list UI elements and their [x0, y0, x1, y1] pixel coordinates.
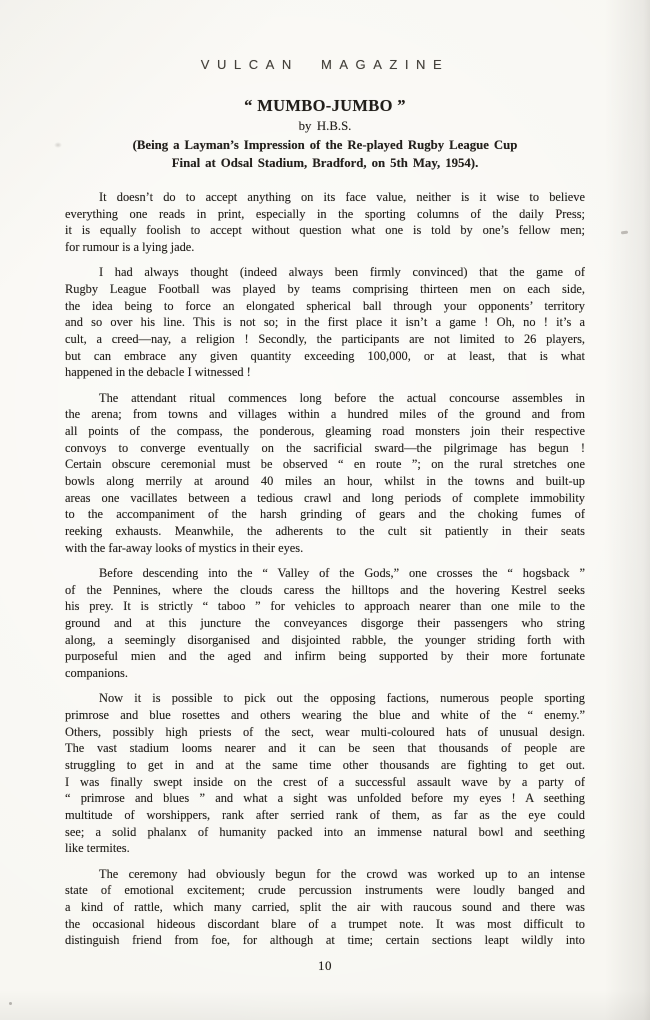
article-body [65, 189, 585, 949]
text-line: of the Pennines, where the clouds caress the hilltops and the hovering Kestrel seeks [65, 582, 585, 597]
text-line: primrose and blue rosettes and others wearing the blue and white of the “ enemy.” [65, 707, 585, 722]
text-line: purposeful mien and the aged and infirm being supported by their more fortunate [65, 649, 585, 664]
text-line: Rugby League Football was played by teams comprising thirteen men on each side, [65, 281, 585, 296]
text-line: and so over his line. This is not so; in the first place it isn’t a game ! Oh, no ! it’s a [65, 315, 585, 330]
text-line: but can embrace any given quantity exceeding 100,000, or at least, that is what [65, 348, 585, 363]
text-line: bowls along merrily at around 40 miles an hour, whilst in the towns and built-up [65, 474, 585, 488]
article-subtitle [65, 137, 585, 172]
article-title: “ MUMBO-JUMBO ” [244, 96, 406, 115]
text-line: reeking exhausts. Meanwhile, the adherents to the cult sit patiently in their seats [65, 524, 585, 539]
text-line: Certain obscure ceremonial must be observed “ en route ”; on the rural stretches one [65, 457, 585, 472]
article-paragraph [65, 390, 585, 557]
article-paragraph [65, 264, 585, 381]
article-paragraph [65, 690, 585, 857]
text-line: areas one vacillates between a tedious crawl and long periods of complete immobility [65, 490, 585, 505]
text-line: Before descending into the “ Valley of the Gods,” one crosses the “ hogsback ” [99, 565, 585, 580]
text-line: struggling to get in and at the same time other thousands are fighting to get out. [65, 758, 585, 772]
subtitle-line: Final at Odsal Stadium, Bradford, on 5th May, 1954). [171, 155, 479, 170]
text-line: “ primrose and blues ” and what a sight was unfolded before my eyes ! A seething [65, 791, 585, 806]
article-paragraph [65, 565, 585, 682]
text-line: the idea being to force an elongated spherical ball through your opponents’ territory [65, 298, 585, 313]
text-line: along, a seemingly disorganised and disjointed rabble, the younger striding forth with [65, 632, 585, 647]
text-line: Others, possibly high priests of the sect, wear multi-coloured hats of unusual design. [65, 724, 585, 739]
text-line: multitude of worshippers, rank after serried rank of them, as far as the eye could [65, 808, 585, 823]
text-line: it is equally foolish to accept without question what one is told by one’s fellow men; [65, 223, 585, 238]
text-line: The ceremony had obviously begun for the crowd was worked up to an intense [99, 866, 585, 881]
text-line: The attendant ritual commences long before the actual concourse assembles in [99, 390, 585, 405]
scan-smudge [54, 142, 62, 148]
text-line: The vast stadium looms nearer and it can be seen that thousands of people are [65, 741, 585, 756]
text-line: the arena; from towns and villages within a hundred miles of the ground and from [65, 407, 585, 422]
subtitle-line: (Being a Layman’s Impression of the Re-played Rugby League Cup [132, 138, 518, 152]
text-line: to the accompaniment of the harsh grinding of gears and the choking fumes of [65, 507, 585, 522]
text-line: I had always thought (indeed always been firmly convinced) that the game of [99, 265, 585, 280]
text-line: I was finally swept inside on the crest of a successful assault wave by a party of [65, 774, 585, 789]
text-line: companions. [65, 666, 128, 681]
text-line: a kind of rattle, which many carried, split the air with raucous sound and there was [65, 900, 585, 914]
text-line: It doesn’t do to accept anything on its face value, neither is it wise to believe [99, 190, 585, 204]
text-line: like termites. [65, 841, 130, 856]
article-paragraph [65, 189, 585, 256]
article-paragraph [65, 866, 585, 949]
text-line: for rumour is a lying jade. [65, 240, 195, 255]
masthead: VULCAN MAGAZINE [200, 57, 450, 72]
scan-speck [621, 231, 628, 235]
text-line: ground and at this juncture the conveyances disgorge their passengers who string [65, 616, 585, 630]
text-line: cult, a creed—nay, a religion ! Secondly, the participants are not limited to 26 players, [65, 332, 585, 346]
text-line: state of emotional excitement; crude percussion instruments were loudly banged and [65, 883, 585, 898]
text-line: with the far-away looks of mystics in their eyes. [65, 540, 304, 555]
text-line: see; a solid phalanx of humanity packed into an immense natural bowl and seething [65, 824, 585, 839]
text-line: convoys to converge eventually on the sacrificial sward—the pilgrimage has begun ! [65, 440, 585, 455]
article-byline: by H.B.S. [298, 119, 352, 133]
text-line: Now it is possible to pick out the opposing factions, numerous people sporting [99, 691, 585, 706]
text-line: his prey. It is strictly “ taboo ” for vehicles to approach nearer than one mile to the [65, 599, 585, 614]
page-number: 10 [317, 957, 333, 973]
text-line: the occasional hideous discordant blare of a trumpet note. It was most difficult to [65, 916, 585, 931]
text-line: happened in the debacle I witnessed ! [65, 365, 251, 380]
text-line: everything one reads in print, especially in the sporting columns of the daily Press; [65, 206, 585, 221]
text-line: all points of the compass, the ponderous, gleaming road monsters join their respective [65, 423, 585, 438]
page-content [65, 0, 585, 974]
scan-speck [9, 1002, 12, 1005]
text-line: distinguish friend from foe, for although at time; certain sections leapt wildly into [65, 933, 585, 948]
